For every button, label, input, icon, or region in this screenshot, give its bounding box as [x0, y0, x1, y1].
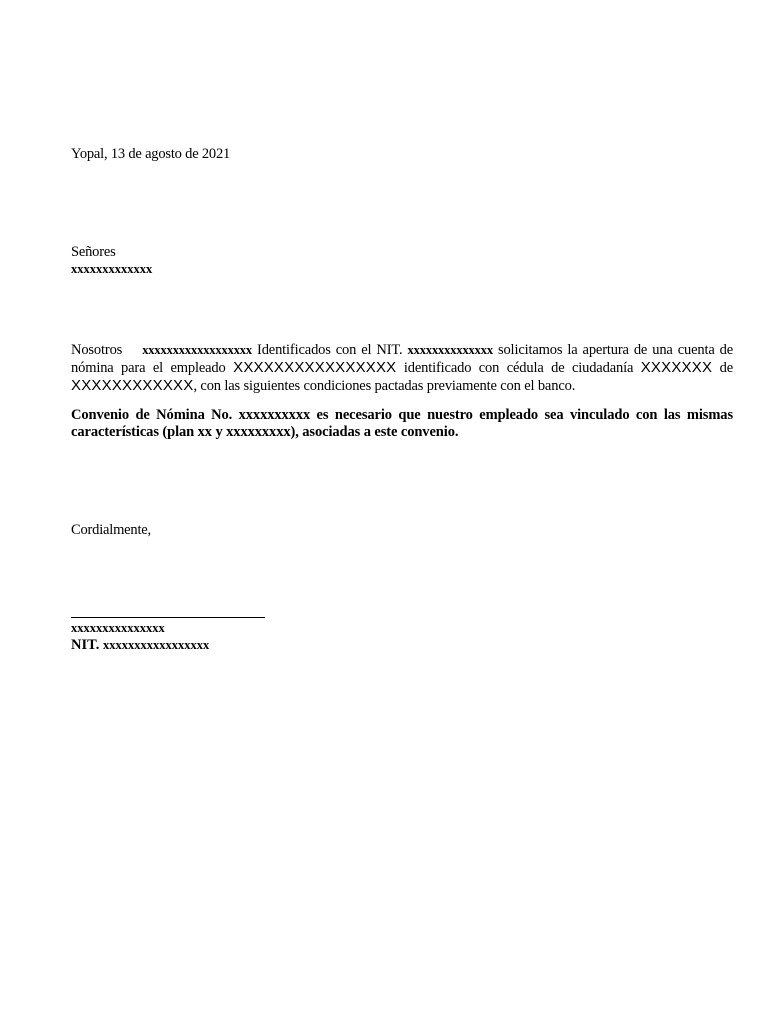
paragraph-text: Identificados con el NIT.	[257, 342, 403, 358]
id-number-placeholder: XXXXXXX	[640, 359, 713, 376]
signature-line	[71, 617, 265, 618]
closing: Cordialmente,	[71, 522, 151, 538]
nit-label: NIT.	[71, 637, 100, 653]
id-city-placeholder: XXXXXXXXXXXX	[71, 377, 194, 394]
paragraph-text: solicitamos la apertura de una cuenta de nómina para el empleado	[71, 342, 734, 376]
salutation: Señores	[71, 244, 116, 260]
paragraph-text: identificado con cédula de ciudadanía	[403, 360, 634, 376]
company-name-placeholder: xxxxxxxxxxxxxxxxxx	[142, 343, 252, 357]
nit-placeholder: xxxxxxxxxxxxxx	[407, 343, 493, 357]
employee-name-placeholder: XXXXXXXXXXXXXXXX	[233, 359, 397, 376]
signatory-nit	[71, 637, 733, 654]
signatory-name: xxxxxxxxxxxxxxx	[71, 621, 165, 635]
nit-value: xxxxxxxxxxxxxxxxx	[102, 638, 210, 652]
paragraph-text: de	[719, 360, 734, 376]
request-paragraph	[71, 342, 733, 395]
paragraph-text: , con las siguientes condiciones pactadas previamente con el banco.	[193, 378, 576, 394]
agreement-paragraph: Convenio de Nómina No. xxxxxxxxxx es necesario que nuestro empleado sea vinculado con las mismas características (plan xx y xxxxxxxxx), asociadas a este convenio.	[71, 407, 733, 440]
letter-date: Yopal, 13 de agosto de 2021	[71, 146, 231, 162]
paragraph-text: Nosotros	[71, 342, 123, 358]
addressee: xxxxxxxxxxxxx	[71, 262, 153, 276]
